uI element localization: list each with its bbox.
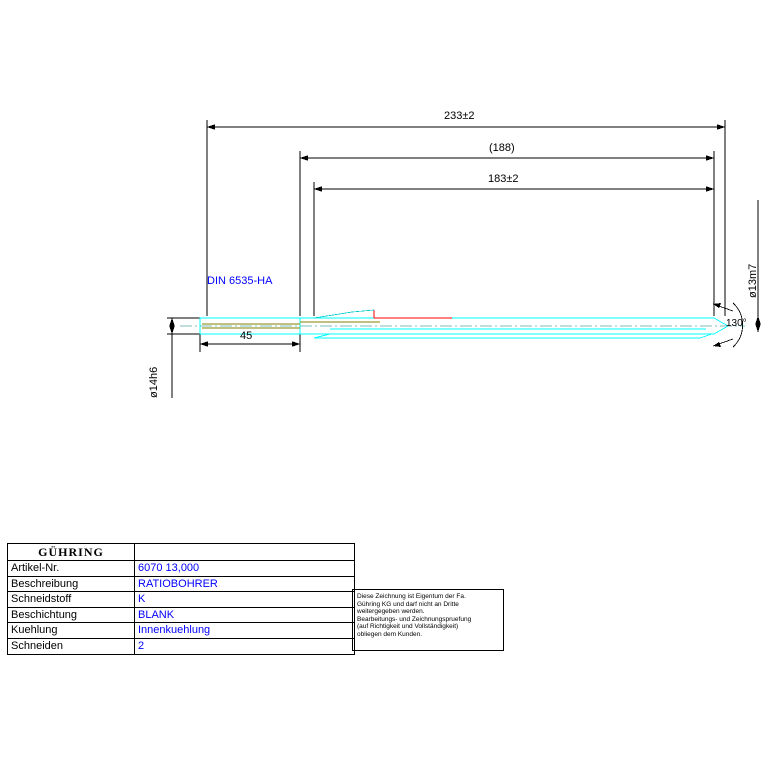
dim-label-point-angle: 130° [726,318,747,329]
note-line: Gühring KG und darf nicht an Dritte [357,600,459,608]
row-value-beschreibung: RATIOBOHRER [138,577,218,590]
arrow-d13-bottom [755,324,761,332]
row-value-kuehlung: Innenkuehlung [138,624,211,636]
table-row [8,577,354,593]
table-row [8,561,354,577]
arrow-188-right [706,155,714,161]
flute-lower-end [700,334,712,338]
dim-label-flute-length: 183±2 [488,173,519,185]
arrow-angle-bottom [713,342,721,347]
flute-taper-line [314,334,330,338]
arrow-45-left [200,341,208,347]
dim-label-shank-length: 45 [240,330,253,342]
row-label-beschreibung: Beschreibung [8,577,135,592]
company-logo: GÜHRING [8,544,135,560]
note-line: (auf Richtigkeit und Vollständigkeit) [357,623,459,631]
row-value-beschichtung: BLANK [138,608,175,621]
row-label-kuehlung: Kuehlung [8,623,135,638]
row-value-schneiden: 2 [138,639,145,652]
label-shank-standard: DIN 6535-HA [207,275,273,287]
logo-blank-cell [135,544,354,560]
row-label-schneiden: Schneiden [8,639,135,655]
note-line: Bearbeitungs- und Zeichnungspruefung [357,615,472,623]
table-row [8,608,354,624]
table-row [8,592,354,608]
row-label-artikelnr: Artikel-Nr. [8,561,135,576]
dim-label-overall-length: 233±2 [444,110,475,122]
neck-taper [314,310,374,318]
arrow-233-right [717,124,725,130]
table-row [8,639,354,655]
arrow-183-right [706,186,714,192]
arrow-45-right [292,341,300,347]
title-block-logo-row [8,544,354,561]
note-line: obliegen dem Kunden. [357,630,423,638]
arrow-d14-bottom [169,326,175,334]
row-label-schneidstoff: Schneidstoff [8,592,135,607]
row-value-artikelnr: 6070 13,000 [138,562,200,574]
table-row [8,623,354,639]
note-line: weitergegeben werden. [357,608,425,616]
dim-label-shank-diameter: ø14h6 [148,366,160,398]
dim-label-reference-length: (188) [489,142,515,154]
row-label-beschichtung: Beschichtung [8,608,135,623]
arrow-188-left [300,155,308,161]
arrow-d13-top [755,316,761,324]
row-value-schneidstoff: K [138,593,146,605]
legal-note-box [352,589,504,651]
note-line: Diese Zeichnung ist Eigentum der Fa. [357,593,466,600]
dim-label-cutting-diameter: ø13m7 [747,263,759,298]
title-block [7,543,355,655]
arrow-d14-top [169,318,175,326]
arrow-233-left [207,124,215,130]
arrow-183-left [314,186,322,192]
